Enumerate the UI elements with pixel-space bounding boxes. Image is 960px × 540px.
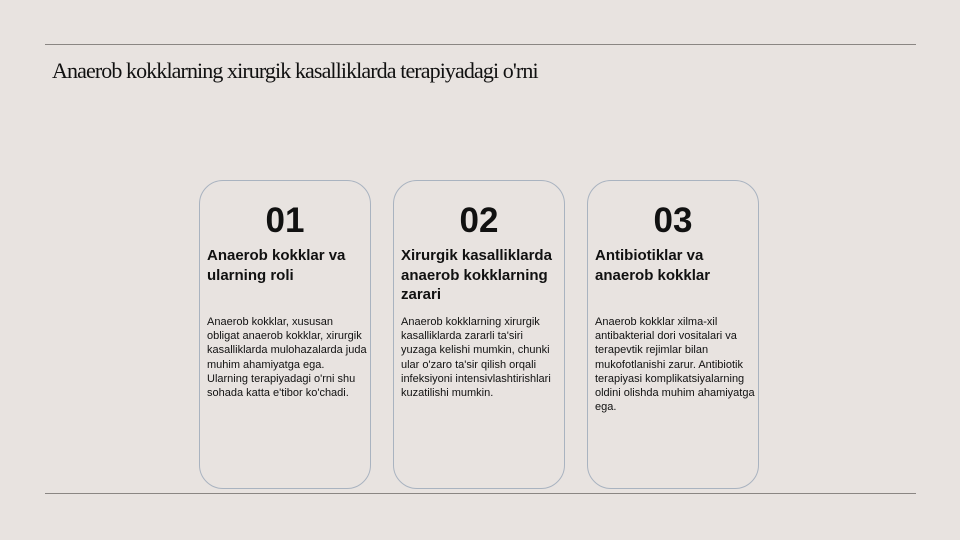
bottom-divider	[45, 493, 916, 494]
top-divider	[45, 44, 916, 45]
card-number: 03	[653, 201, 693, 240]
card-1	[199, 180, 371, 489]
card-number: 01	[265, 201, 305, 240]
card-2	[393, 180, 565, 489]
card-body: Anaerob kokklar xilma-xil antibakterial dori vositalari va terapevtik rejimlar bilan mukofotlanishi zarur. Antibiotik terapiyasi komplikatsiyalarning oldini olishda muhim ahamiyatga ega.	[595, 316, 755, 414]
card-number: 02	[459, 201, 499, 240]
card-body: Anaerob kokklarning xirurgik kasalliklarda zararli ta'siri yuzaga kelishi mumkin, chunki ular o'zaro ta'sir qilish orqali infeksiyoni intensivlashtirishlari kuzatilishi mumkin.	[401, 316, 551, 400]
card-body: Anaerob kokklar, xususan obligat anaerob kokklar, xirurgik kasalliklarda mulohazalarda juda muhim ahamiyatga ega. Ularning terapiyadagi o'rni shu sohada katta e'tibor ko'chadi.	[207, 316, 367, 400]
card-heading: Anaerob kokklar va ularning roli	[207, 247, 346, 284]
card-heading: Xirurgik kasalliklarda anaerob kokklarning zarari	[401, 247, 552, 303]
card-heading: Antibiotiklar va anaerob kokklar	[595, 247, 711, 284]
slide-title: Anaerob kokklarning xirurgik kasalliklarda terapiyadagi o'rni	[52, 58, 538, 83]
card-3	[587, 180, 759, 489]
